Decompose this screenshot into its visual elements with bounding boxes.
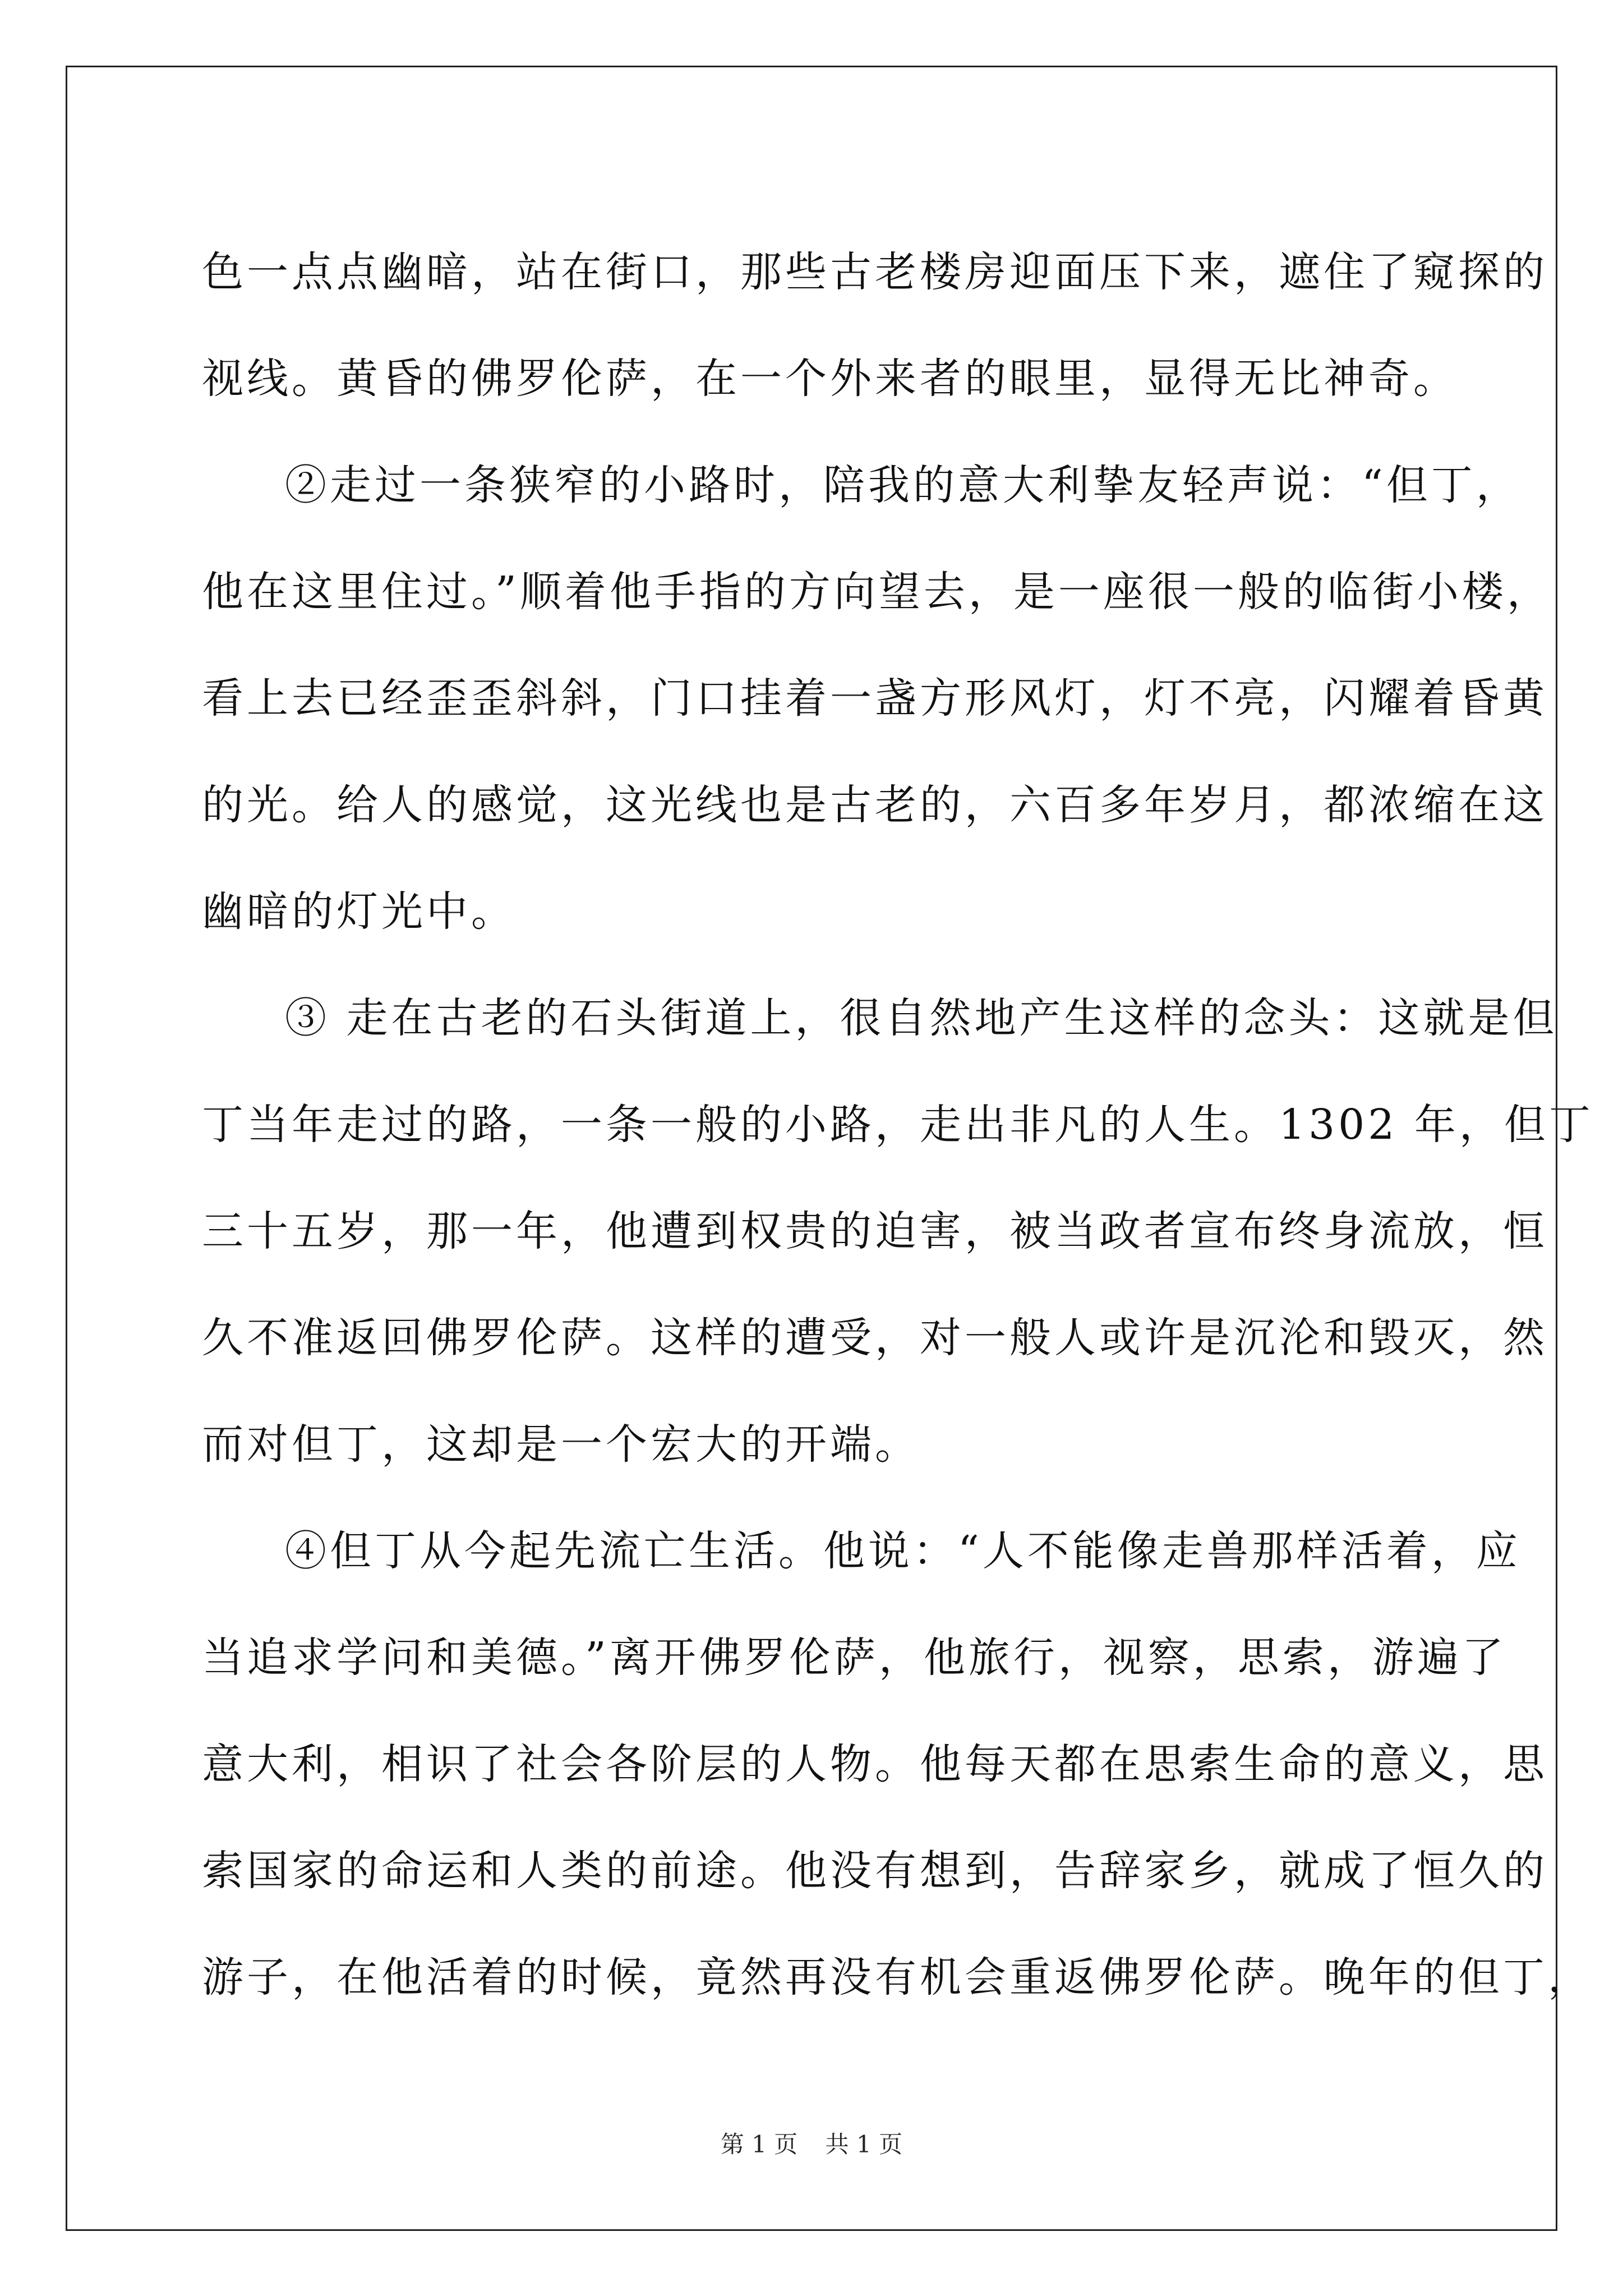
page-footer xyxy=(0,2126,1623,2160)
text-line: 索国家的命运和人类的前途。他没有想到，告辞家乡，就成了恒久的 xyxy=(202,1847,1548,1895)
text-line: 而对但丁，这却是一个宏大的开端。 xyxy=(202,1420,920,1469)
text-line: 的光。给人的感觉，这光线也是古老的，六百多年岁月，都浓缩在这 xyxy=(202,781,1548,829)
paragraph-3-start: ③ 走在古老的石头街道上，很自然地产生这样的念头：这就是但 xyxy=(285,994,1558,1042)
text-line: 看上去已经歪歪斜斜，门口挂着一盏方形风灯，灯不亮，闪耀着昏黄 xyxy=(202,674,1548,723)
text-line: 视线。黄昏的佛罗伦萨，在一个外来者的眼里，显得无比神奇。 xyxy=(202,355,1458,403)
text-line: 意大利，相识了社会各阶层的人物。他每天都在思索生命的意义，思 xyxy=(202,1740,1548,1788)
paragraph-4-start: ④但丁从今起先流亡生活。他说：“人不能像走兽那样活着，应 xyxy=(285,1527,1521,1575)
text-line: 游子，在他活着的时候，竟然再没有机会重返佛罗伦萨。晚年的但丁， xyxy=(202,1953,1593,2001)
text-line: 三十五岁，那一年，他遭到权贵的迫害，被当政者宣布终身流放，恒 xyxy=(202,1207,1548,1255)
page-total: 共 1 页 xyxy=(825,2131,903,2158)
text-line: 色一点点幽暗，站在街口，那些古老楼房迎面压下来，遮住了窥探的 xyxy=(202,248,1548,296)
text-line: 他在这里住过。”顺着他手指的方向望去，是一座很一般的临街小楼， xyxy=(202,568,1552,616)
text-line: 当追求学问和美德。”离开佛罗伦萨，他旅行，视察，思索，游遍了 xyxy=(202,1634,1507,1682)
paragraph-2-start: ②走过一条狭窄的小路时，陪我的意大利挚友轻声说：“但丁， xyxy=(285,461,1521,509)
text-line: 幽暗的灯光中。 xyxy=(202,887,516,936)
document-body xyxy=(202,219,1594,2031)
text-line: 久不准返回佛罗伦萨。这样的遭受，对一般人或许是沉沦和毁灭，然 xyxy=(202,1314,1548,1362)
text-line: 丁当年走过的路，一条一般的小路，走出非凡的人生。1302 年，但丁 xyxy=(202,1101,1594,1149)
page-number: 第 1 页 xyxy=(720,2131,798,2158)
